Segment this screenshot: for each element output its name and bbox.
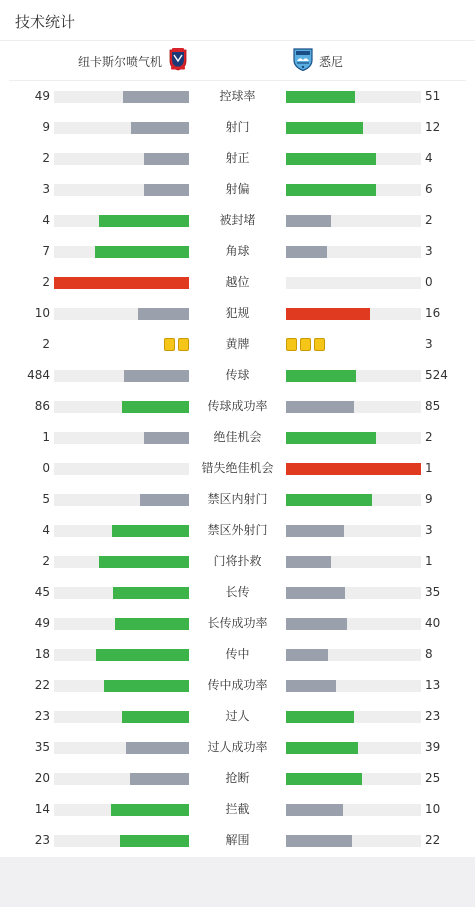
home-stat-bar: [54, 432, 189, 444]
away-stat-bar-fill: [286, 370, 356, 382]
home-stat-value: 35: [34, 740, 50, 754]
away-team[interactable]: [293, 48, 343, 74]
away-stat-bar: [286, 246, 421, 258]
away-stat-bar: [286, 215, 421, 227]
home-stat-bar-fill: [144, 432, 189, 444]
home-stat-bar-fill: [144, 153, 189, 165]
home-stat-bar-fill: [99, 556, 189, 568]
away-yellow-cards: [286, 338, 325, 351]
stat-label: 门将扑救: [213, 554, 262, 568]
stat-label: 射正: [225, 151, 250, 165]
home-stat-bar-fill: [138, 308, 189, 320]
away-stat-bar-fill: [286, 184, 376, 196]
stat-label: 抢断: [225, 771, 250, 785]
stat-row: [0, 206, 475, 237]
home-stat-bar: [54, 556, 189, 568]
home-stat-bar: [54, 618, 189, 630]
away-stat-bar-fill: [286, 215, 331, 227]
yellow-card-icon: [286, 338, 297, 351]
home-stat-bar: [54, 649, 189, 661]
home-stat-value: 484: [27, 368, 50, 382]
home-stat-bar: [54, 680, 189, 692]
stat-label: 长传成功率: [207, 616, 268, 630]
home-stat-bar: [54, 773, 189, 785]
away-stat-bar: [286, 277, 421, 289]
stat-row: [0, 547, 475, 578]
away-stat-bar: [286, 618, 421, 630]
home-stat-bar: [54, 494, 189, 506]
stat-label: 禁区外射门: [207, 523, 268, 537]
away-stat-bar: [286, 153, 421, 165]
away-stat-bar: [286, 525, 421, 537]
stat-label: 角球: [225, 244, 250, 258]
away-stat-bar-fill: [286, 153, 376, 165]
away-stat-bar: [286, 804, 421, 816]
page-title: 技术统计: [15, 13, 76, 31]
home-stat-bar: [54, 122, 189, 134]
home-stat-value: 5: [42, 492, 50, 506]
home-stat-bar: [54, 184, 189, 196]
away-stat-bar-fill: [286, 91, 355, 103]
stat-label: 越位: [225, 275, 250, 289]
home-stat-bar-fill: [111, 804, 189, 816]
home-stat-bar-fill: [95, 246, 190, 258]
home-stat-value: 7: [42, 244, 50, 258]
home-stat-value: 2: [42, 554, 50, 568]
away-stat-value: 2: [425, 213, 433, 227]
home-stat-bar-fill: [140, 494, 189, 506]
home-stat-value: 2: [42, 337, 50, 351]
home-stat-bar-fill: [120, 835, 189, 847]
away-stat-value: 40: [425, 616, 441, 630]
away-stat-value: 51: [425, 89, 441, 103]
yellow-card-icon: [178, 338, 189, 351]
away-stat-bar: [286, 773, 421, 785]
away-stat-bar: [286, 308, 421, 320]
away-stat-value: 6: [425, 182, 433, 196]
home-stat-bar: [54, 277, 189, 289]
away-stat-bar-fill: [286, 649, 328, 661]
newcastle-jets-badge-icon: [168, 47, 188, 75]
stat-row: [0, 485, 475, 516]
home-stat-value: 23: [34, 709, 50, 723]
home-stat-bar-fill: [104, 680, 189, 692]
home-stat-value: 0: [42, 461, 50, 475]
stat-row: [0, 733, 475, 764]
home-stat-value: 45: [34, 585, 50, 599]
away-stat-value: 35: [425, 585, 441, 599]
stat-row: [0, 392, 475, 423]
away-stat-bar-fill: [286, 556, 331, 568]
stat-row: [0, 795, 475, 826]
away-stat-bar-fill: [286, 680, 336, 692]
home-stat-value: 4: [42, 523, 50, 537]
away-stat-bar-fill: [286, 432, 376, 444]
stats-list: [0, 82, 475, 857]
away-stat-bar-fill: [286, 711, 354, 723]
stats-header: [0, 0, 475, 41]
away-stat-value: 23: [425, 709, 441, 723]
away-stat-value: 12: [425, 120, 441, 134]
away-stat-bar: [286, 680, 421, 692]
home-stat-value: 9: [42, 120, 50, 134]
home-stat-bar: [54, 587, 189, 599]
home-stat-bar: [54, 215, 189, 227]
home-stat-value: 49: [34, 89, 50, 103]
stat-label: 绝佳机会: [213, 430, 262, 444]
away-stat-value: 1: [425, 461, 433, 475]
stat-row: [0, 609, 475, 640]
home-stat-bar: [54, 463, 189, 475]
away-stat-value: 25: [425, 771, 441, 785]
home-stat-bar: [54, 153, 189, 165]
away-stat-value: 2: [425, 430, 433, 444]
stat-label: 解围: [225, 833, 250, 847]
home-stat-bar: [54, 91, 189, 103]
away-stat-value: 9: [425, 492, 433, 506]
home-stat-bar-fill: [115, 618, 189, 630]
yellow-card-icon: [300, 338, 311, 351]
stat-row: [0, 268, 475, 299]
away-stat-bar: [286, 432, 421, 444]
away-stat-bar: [286, 494, 421, 506]
home-stat-bar-fill: [123, 91, 189, 103]
away-stat-value: 10: [425, 802, 441, 816]
away-stat-bar-fill: [286, 587, 345, 599]
away-stat-bar: [286, 91, 421, 103]
home-stat-value: 20: [34, 771, 50, 785]
home-stat-value: 86: [34, 399, 50, 413]
home-stat-value: 1: [42, 430, 50, 444]
page-footer-area: [0, 857, 475, 907]
home-stat-bar-fill: [144, 184, 189, 196]
away-team-name: 悉尼: [319, 54, 344, 69]
away-stat-bar-fill: [286, 618, 347, 630]
stat-row: [0, 423, 475, 454]
away-stat-bar: [286, 556, 421, 568]
stat-label: 禁区内射门: [207, 492, 268, 506]
stat-row: [0, 702, 475, 733]
away-stat-bar: [286, 587, 421, 599]
away-stat-bar-fill: [286, 463, 421, 475]
away-stat-value: 3: [425, 337, 433, 351]
stat-label: 犯规: [225, 306, 250, 320]
away-stat-value: 3: [425, 523, 433, 537]
home-stat-bar: [54, 246, 189, 258]
stat-row: [0, 826, 475, 857]
away-stat-bar: [286, 122, 421, 134]
teams-header: [9, 41, 466, 81]
stat-row: [0, 330, 475, 361]
home-stat-bar: [54, 525, 189, 537]
home-stat-bar-fill: [122, 711, 190, 723]
away-stat-bar-fill: [286, 525, 344, 537]
home-stat-value: 2: [42, 275, 50, 289]
yellow-card-icon: [164, 338, 175, 351]
away-stat-bar-fill: [286, 835, 352, 847]
away-stat-bar-fill: [286, 773, 362, 785]
stat-label: 过人成功率: [207, 740, 268, 754]
home-stat-value: 22: [34, 678, 50, 692]
away-stat-bar-fill: [286, 804, 343, 816]
stat-row: [0, 113, 475, 144]
home-stat-value: 18: [34, 647, 50, 661]
away-stat-value: 13: [425, 678, 441, 692]
stat-row: [0, 516, 475, 547]
stat-label: 长传: [225, 585, 250, 599]
stat-row: [0, 144, 475, 175]
stat-label: 控球率: [219, 89, 256, 103]
home-stat-value: 49: [34, 616, 50, 630]
stat-row: [0, 764, 475, 795]
away-stat-bar: [286, 401, 421, 413]
away-stat-value: 85: [425, 399, 441, 413]
home-stat-bar-fill: [131, 122, 189, 134]
home-stat-value: 10: [34, 306, 50, 320]
stat-label: 传中: [225, 647, 250, 661]
away-stat-bar-fill: [286, 308, 370, 320]
away-stat-bar: [286, 463, 421, 475]
away-stat-bar: [286, 370, 421, 382]
stat-label: 传球成功率: [207, 399, 268, 413]
away-stat-bar-fill: [286, 401, 354, 413]
home-stat-bar: [54, 835, 189, 847]
away-stat-value: 3: [425, 244, 433, 258]
home-stat-value: 4: [42, 213, 50, 227]
home-stat-value: 2: [42, 151, 50, 165]
away-stat-bar: [286, 711, 421, 723]
stat-label: 射门: [225, 120, 250, 134]
stat-row: [0, 175, 475, 206]
stat-label: 传中成功率: [207, 678, 268, 692]
home-stat-value: 23: [34, 833, 50, 847]
away-stat-bar: [286, 835, 421, 847]
home-stat-bar-fill: [122, 401, 190, 413]
yellow-card-icon: [314, 338, 325, 351]
away-stat-bar: [286, 742, 421, 754]
home-stat-value: 3: [42, 182, 50, 196]
home-team-name: 纽卡斯尔喷气机: [78, 54, 163, 69]
away-stat-value: 1: [425, 554, 433, 568]
away-stat-value: 4: [425, 151, 433, 165]
away-stat-bar: [286, 649, 421, 661]
away-stat-bar-fill: [286, 742, 358, 754]
stat-row: [0, 578, 475, 609]
home-stat-bar-fill: [112, 525, 189, 537]
away-stat-bar-fill: [286, 122, 363, 134]
away-stat-value: 16: [425, 306, 441, 320]
home-stat-bar: [54, 742, 189, 754]
sydney-fc-badge-icon: [293, 47, 313, 75]
home-stat-bar-fill: [96, 649, 189, 661]
home-stat-bar-fill: [54, 277, 189, 289]
home-stat-bar-fill: [99, 215, 189, 227]
home-stat-bar-fill: [124, 370, 189, 382]
away-stat-value: 0: [425, 275, 433, 289]
stat-row: [0, 361, 475, 392]
home-stat-bar: [54, 804, 189, 816]
stat-label: 射偏: [225, 182, 250, 196]
stat-label: 拦截: [225, 802, 250, 816]
stat-row: [0, 671, 475, 702]
home-stat-bar: [54, 401, 189, 413]
stat-row: [0, 237, 475, 268]
stat-row: [0, 640, 475, 671]
away-stat-bar: [286, 184, 421, 196]
home-stat-bar-fill: [113, 587, 189, 599]
home-stat-bar: [54, 711, 189, 723]
away-stat-value: 39: [425, 740, 441, 754]
stat-label: 过人: [225, 709, 250, 723]
home-team[interactable]: [78, 48, 188, 74]
away-stat-value: 22: [425, 833, 441, 847]
home-stat-bar-fill: [130, 773, 189, 785]
stat-row: [0, 82, 475, 113]
stat-row: [0, 454, 475, 485]
home-stat-bar: [54, 370, 189, 382]
away-stat-bar-fill: [286, 494, 372, 506]
away-stat-value: 524: [425, 368, 448, 382]
away-stat-bar-fill: [286, 246, 327, 258]
home-stat-bar: [54, 308, 189, 320]
stat-row: [0, 299, 475, 330]
stat-label: 错失绝佳机会: [201, 461, 274, 475]
away-stat-value: 8: [425, 647, 433, 661]
home-stat-bar-fill: [126, 742, 189, 754]
stat-label: 传球: [225, 368, 250, 382]
stat-label: 黄牌: [225, 337, 250, 351]
home-stat-value: 14: [34, 802, 50, 816]
home-yellow-cards: [164, 338, 189, 351]
stat-label: 被封堵: [219, 213, 256, 227]
